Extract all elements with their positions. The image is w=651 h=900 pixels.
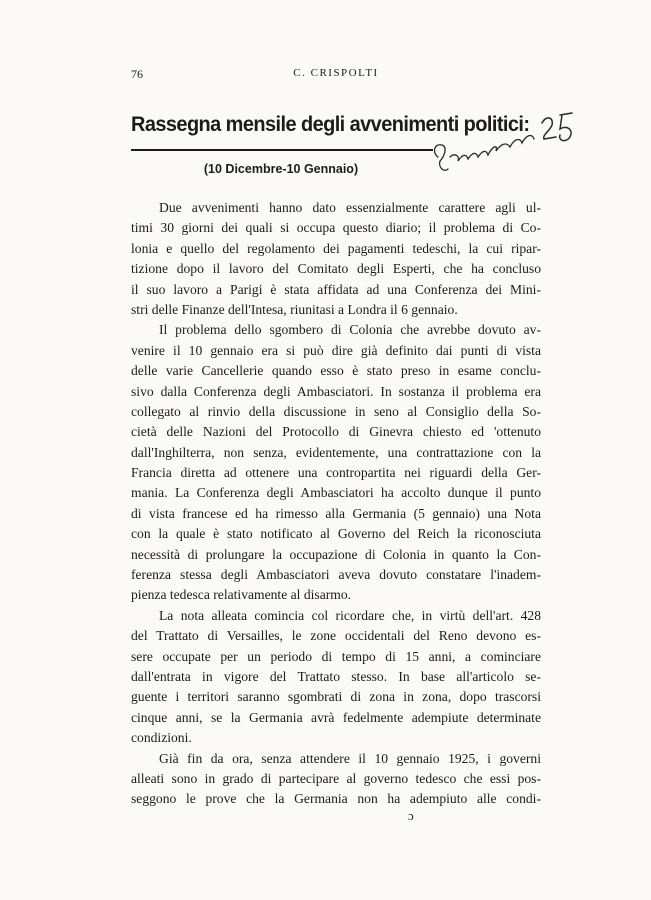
text-line: mania. La Conferenza degli Ambasciatori ha accolto dunque il punto <box>131 485 541 501</box>
text-line: necessità di prolungare la occupazione di Colonia in quanto la Con- <box>131 546 541 562</box>
text-line: dall'entrata in vigore del Trattato stesso. In base all'articolo se- <box>131 668 541 684</box>
body-text <box>131 198 541 810</box>
text-line: con la quale è stato notificato al Governo del Reich la riconosciuta <box>131 526 541 542</box>
text-line: pienza tedesca relativamente al disarmo. <box>131 587 352 603</box>
text-line: Francia diretta ad ottenere una contropartita nei riguardi della Ger- <box>131 465 541 481</box>
text-line: Il problema dello sgombero di Colonia che avrebbe dovuto av- <box>159 322 541 338</box>
page-number: 76 <box>131 67 143 81</box>
text-line: guente i territori saranno sgombrati di zona in zona, dopo trascorsi <box>131 689 541 705</box>
text-line: venire il 10 gennaio era si può dire già definito dai punti di vista <box>131 342 541 358</box>
text-line: La nota alleata comincia col ricordare che, in virtù dell'art. 428 <box>159 607 541 623</box>
text-line: condizioni. <box>131 730 192 746</box>
text-line: Due avvenimenti hanno dato essenzialmente carattere agli ul- <box>159 200 541 215</box>
text-line: stri delle Finanze dell'Intesa, riunitasi a Londra il 6 gennaio. <box>131 301 458 317</box>
text-line: collegato al rinvio della discussione in seno al Consiglio della So- <box>131 403 541 419</box>
text-line: sere occupate per un periodo di tempo di 15 anni, a cominciare <box>131 648 541 664</box>
page-header <box>131 67 541 87</box>
text-line: dall'Inghilterra, non senza, evidentemente, una contrattazione con la <box>131 444 541 460</box>
text-line: delle varie Cancellerie quando esso è stato preso in esame conclu- <box>131 363 541 379</box>
handwritten-number-25 <box>542 113 572 141</box>
text-line: cietà delle Nazioni del Protocollo di Ginevra chiesto ed 'ottenuto <box>131 424 541 440</box>
text-line: del Trattato di Versailles, le zone occidentali del Reno devono es- <box>131 628 541 644</box>
text-line: sivo dalla Conferenza degli Ambasciatori. In sostanza il problema era <box>131 383 541 399</box>
title-underline <box>131 149 433 151</box>
text-line: seggono le prove che la Germania non ha adempiuto alle condi- <box>131 791 541 807</box>
text-line: lonia e quello del regolamento dei pagamenti tedeschi, la cui ripar- <box>131 240 541 256</box>
handwritten-annotation <box>430 95 580 185</box>
text-line: ferenza stessa degli Ambasciatori aveva dovuto constatare l'inadem- <box>131 567 541 583</box>
text-line: tizione dopo il lavoro del Comitato degli Esperti, che ha concluso <box>131 261 541 277</box>
text-line: Già fin da ora, senza attendere il 10 gennaio 1925, i governi <box>159 750 541 766</box>
text-line: alleati sono in grado di partecipare al governo tedesco che essi pos- <box>131 770 541 786</box>
running-head: C. CRISPOLTI <box>293 67 379 79</box>
article-title: Rassegna mensile degli avvenimenti politici: <box>131 113 530 136</box>
catchword-mark: ɔ <box>408 808 414 823</box>
text-line: timi 30 giorni dei quali si occupa questo diario; il problema di Co- <box>131 220 541 236</box>
text-line: il suo lavoro a Parigi è stata affidata ad una Conferenza dei Mini- <box>131 281 541 297</box>
article-subtitle: (10 Dicembre-10 Gennaio) <box>203 162 359 176</box>
handwritten-word-gennaio <box>435 136 534 171</box>
text-line: di vista francese ed ha rimesso alla Germania (5 gennaio) una Nota <box>131 505 541 521</box>
text-line: cinque anni, se la Germania avrà fedelmente adempiute determinate <box>131 709 541 725</box>
